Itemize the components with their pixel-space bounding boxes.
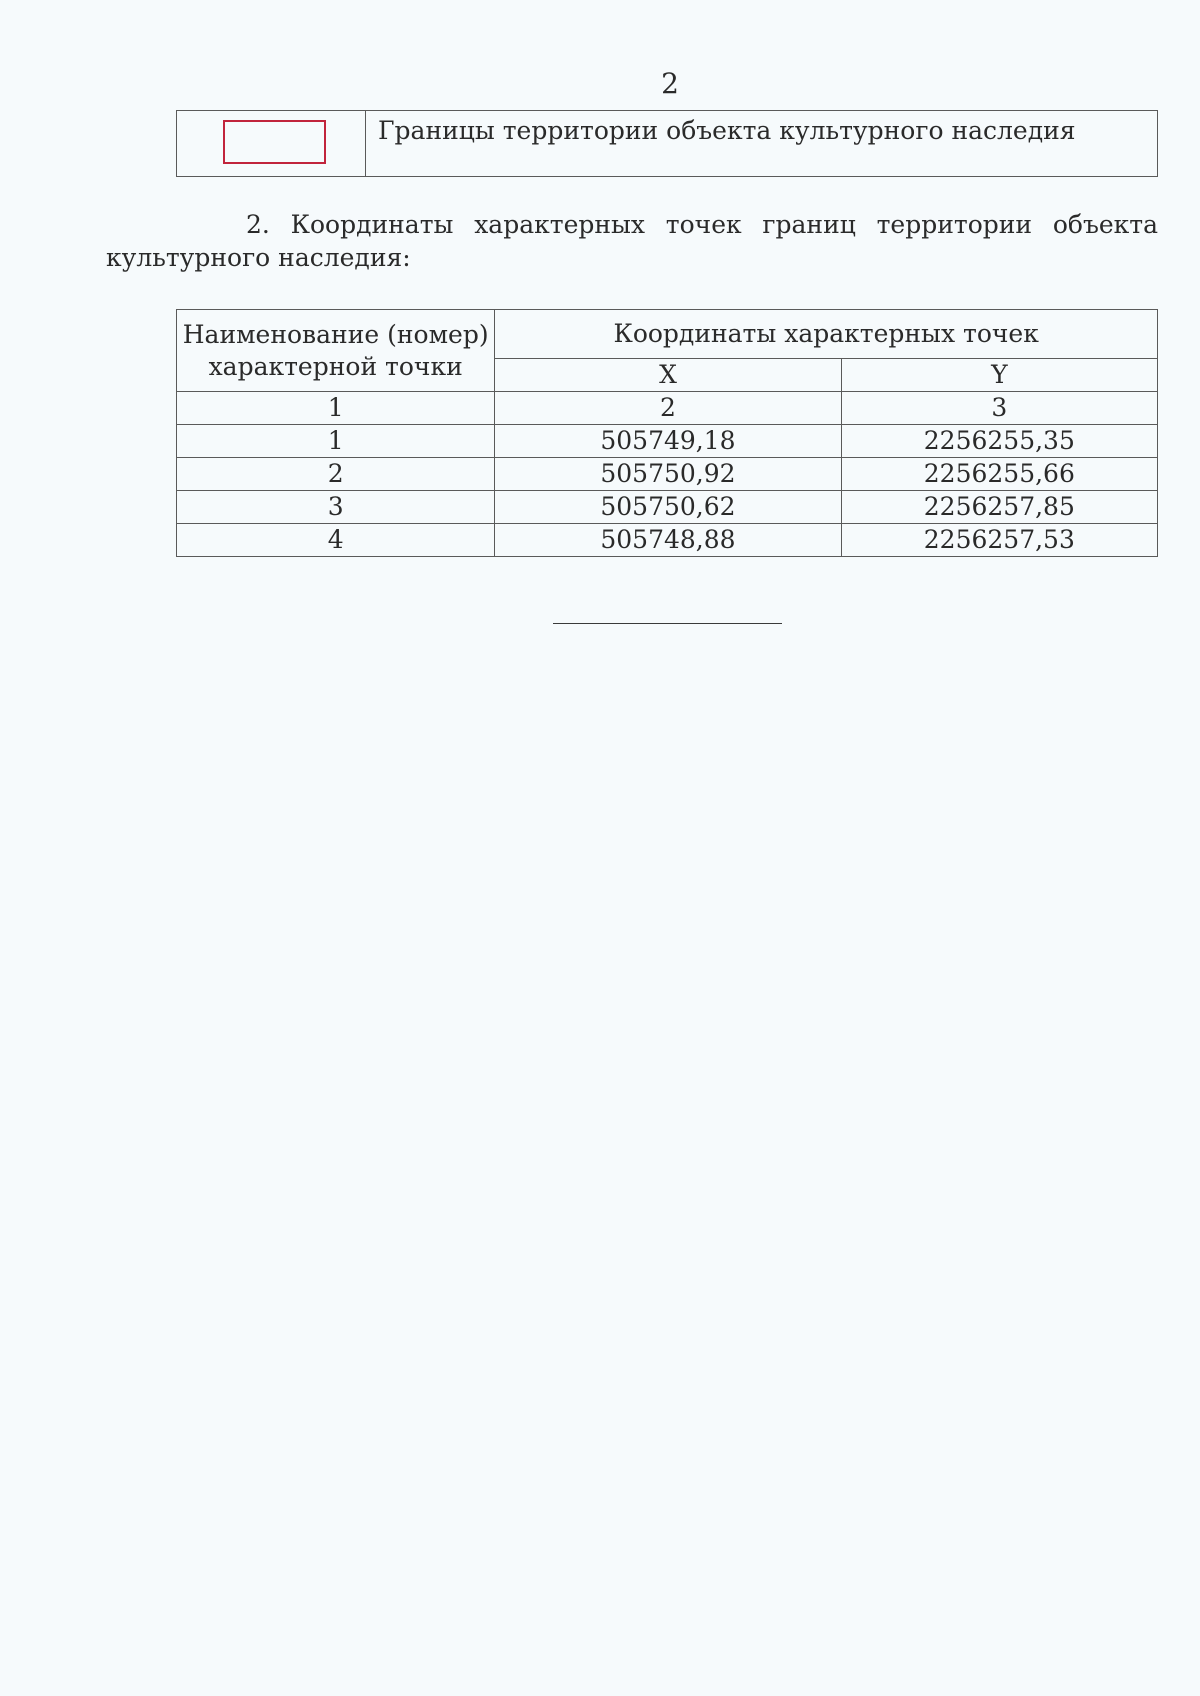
page-number: 2 (661, 67, 679, 100)
x-value: 505750,92 (495, 458, 841, 491)
paragraph-word: точек (665, 210, 742, 239)
header-point-name-line2: характерной точки (208, 351, 463, 381)
end-divider (553, 623, 782, 624)
x-value: 505749,18 (495, 425, 841, 458)
paragraph-word: объекта (1052, 210, 1159, 239)
legend-table (176, 110, 1158, 177)
paragraph-word: территории (876, 210, 1033, 239)
table-header-row (177, 310, 1158, 359)
header-point-name (177, 310, 495, 392)
paragraph-line-1 (176, 208, 1158, 241)
header-coordinates: Координаты характерных точек (495, 310, 1158, 359)
y-value: 2256255,35 (841, 425, 1157, 458)
point-number: 4 (177, 524, 495, 557)
x-value: 505748,88 (495, 524, 841, 557)
header-point-name-line1: Наименование (номер) (182, 319, 489, 349)
point-number: 2 (177, 458, 495, 491)
y-value: 2256257,53 (841, 524, 1157, 557)
y-value: 2256257,85 (841, 491, 1157, 524)
legend-symbol-cell (177, 111, 366, 177)
header-x: X (495, 359, 841, 392)
y-value: 2256255,66 (841, 458, 1157, 491)
coordinates-table (176, 309, 1158, 557)
x-value: 505750,62 (495, 491, 841, 524)
table-row (177, 458, 1158, 491)
point-number: 1 (177, 425, 495, 458)
paragraph-line-2: культурного наследия: (106, 243, 411, 272)
section-paragraph (106, 208, 1159, 274)
point-number: 3 (177, 491, 495, 524)
column-number-row (177, 392, 1158, 425)
legend-row (177, 111, 1158, 177)
paragraph-word: Координаты (290, 210, 454, 239)
table-row (177, 491, 1158, 524)
boundary-symbol-icon (223, 120, 326, 164)
column-number: 1 (177, 392, 495, 425)
legend-label: Границы территории объекта культурного наследия (366, 111, 1158, 177)
paragraph-word: характерных (474, 210, 646, 239)
header-y: Y (841, 359, 1157, 392)
paragraph-word: границ (762, 210, 856, 239)
table-row (177, 425, 1158, 458)
table-row (177, 524, 1158, 557)
section-number: 2. (246, 210, 270, 239)
column-number: 2 (495, 392, 841, 425)
column-number: 3 (841, 392, 1157, 425)
